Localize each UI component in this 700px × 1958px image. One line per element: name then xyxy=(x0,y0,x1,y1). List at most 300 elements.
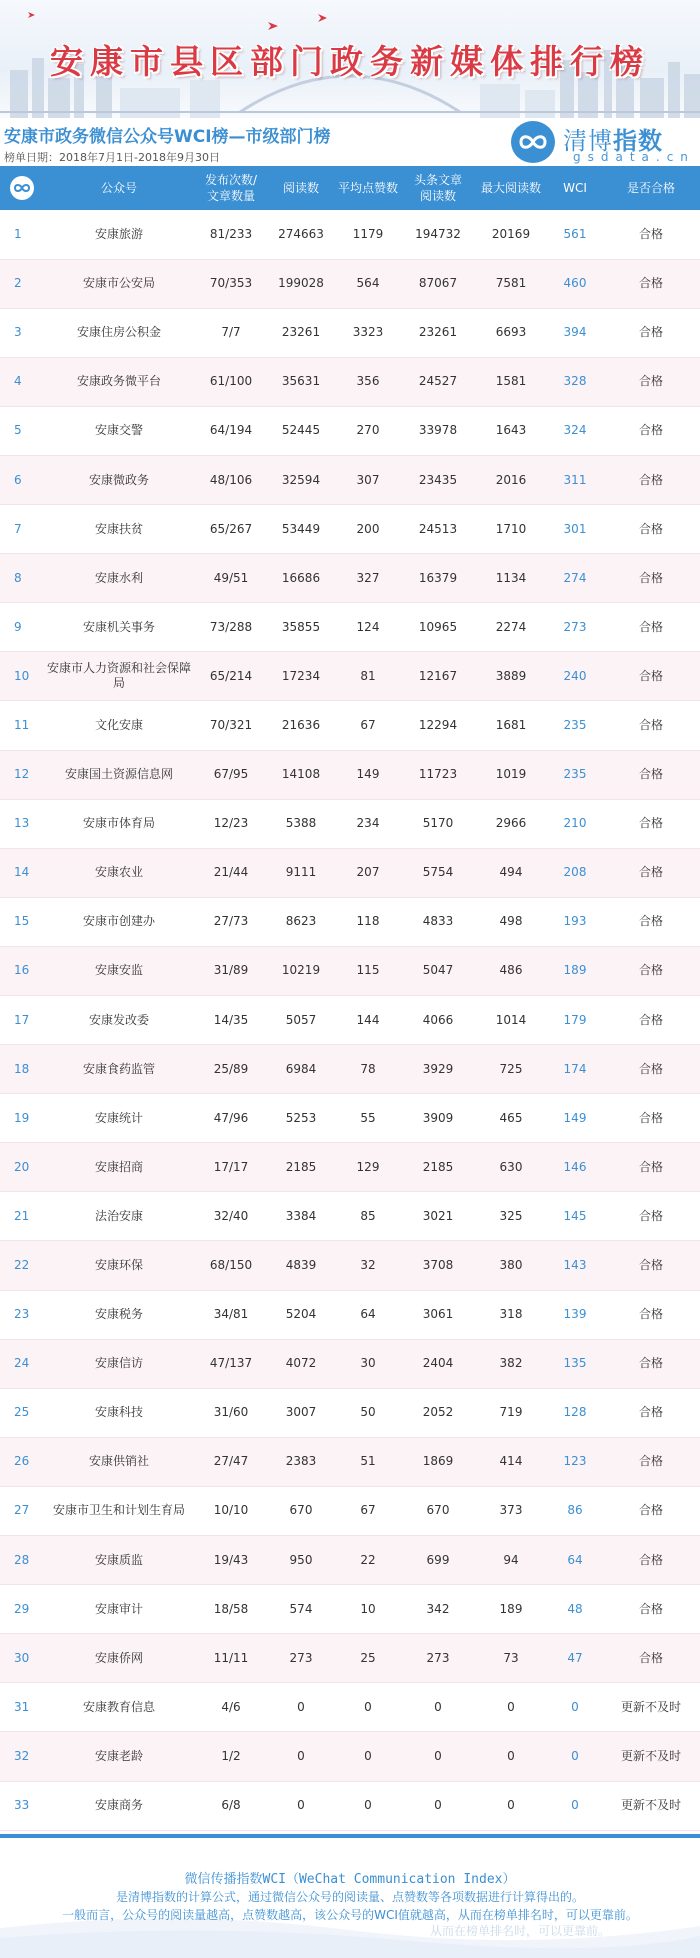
avg-likes-cell: 270 xyxy=(356,423,380,438)
qualified-cell: 更新不及时 xyxy=(620,1748,681,1763)
account-name-cell: 安康环保 xyxy=(94,1258,143,1273)
rank-cell: 5 xyxy=(14,423,22,438)
avg-likes-cell: 115 xyxy=(356,963,380,978)
qualified-cell: 合格 xyxy=(638,325,663,340)
avg-likes-cell: 307 xyxy=(356,472,380,487)
header-max-reads: 最大阅读数 xyxy=(480,181,541,195)
max-reads-cell: 2966 xyxy=(495,816,527,831)
max-reads-cell: 318 xyxy=(499,1307,523,1322)
avg-likes-cell: 55 xyxy=(360,1110,376,1125)
header-posts-line2: 文章数量 xyxy=(206,189,255,203)
qualified-cell: 合格 xyxy=(638,472,663,487)
max-reads-cell: 1014 xyxy=(495,1012,527,1027)
table-row xyxy=(0,1732,700,1781)
posts-cell: 17/17 xyxy=(213,1159,249,1174)
head-reads-cell: 12167 xyxy=(418,668,458,683)
wci-cell: 174 xyxy=(563,1061,587,1076)
wci-cell: 64 xyxy=(567,1552,583,1567)
head-reads-cell: 11723 xyxy=(418,767,458,782)
reads-cell: 35631 xyxy=(281,374,321,389)
reads-cell: 14108 xyxy=(281,767,321,782)
rank-cell: 19 xyxy=(14,1110,30,1125)
account-name-cell: 文化安康 xyxy=(94,717,143,732)
qualified-cell: 更新不及时 xyxy=(620,1798,681,1813)
account-name-cell: 安康老龄 xyxy=(94,1748,143,1763)
reads-cell: 4839 xyxy=(285,1258,317,1273)
brand-domain: gsdata.cn xyxy=(573,150,695,164)
rank-cell: 31 xyxy=(14,1699,30,1714)
head-reads-cell: 87067 xyxy=(418,276,458,291)
max-reads-cell: 725 xyxy=(499,1061,523,1076)
head-reads-cell: 33978 xyxy=(418,423,458,438)
posts-cell: 68/150 xyxy=(209,1258,253,1273)
ranking-table-wrapper xyxy=(0,166,700,1831)
header-banner xyxy=(0,0,700,118)
rank-cell: 6 xyxy=(14,472,22,487)
wci-cell: 143 xyxy=(563,1258,587,1273)
qualified-cell: 合格 xyxy=(638,914,663,929)
qualified-cell: 合格 xyxy=(638,1650,663,1665)
head-reads-cell: 342 xyxy=(426,1601,450,1616)
table-row xyxy=(0,1339,700,1388)
reads-cell: 574 xyxy=(289,1601,313,1616)
wci-cell: 128 xyxy=(563,1405,587,1420)
reads-cell: 273 xyxy=(289,1650,313,1665)
rank-cell: 16 xyxy=(14,963,30,978)
max-reads-cell: 719 xyxy=(499,1405,523,1420)
avg-likes-cell: 30 xyxy=(360,1356,376,1371)
footer-line1: 是清博指数的计算公式，通过微信公众号的阅读量、点赞数等各项数据进行计算得出的。 xyxy=(115,1890,584,1904)
header-posts-line1: 发布次数/ xyxy=(204,173,258,187)
max-reads-cell: 1643 xyxy=(495,423,527,438)
posts-cell: 47/96 xyxy=(213,1110,249,1125)
wci-cell: 274 xyxy=(563,570,587,585)
account-name-cell: 安康微政务 xyxy=(88,472,149,487)
qualified-cell: 合格 xyxy=(638,816,663,831)
account-name-cell: 安康水利 xyxy=(94,570,143,585)
wci-cell: 47 xyxy=(567,1650,583,1665)
wci-cell: 146 xyxy=(563,1159,587,1174)
avg-likes-cell: 207 xyxy=(356,865,380,880)
max-reads-cell: 2016 xyxy=(495,472,527,487)
reads-cell: 52445 xyxy=(281,423,321,438)
reads-cell: 3384 xyxy=(285,1208,317,1223)
account-name-cell: 安康食药监管 xyxy=(82,1061,155,1076)
max-reads-cell: 498 xyxy=(499,914,523,929)
header-head-line1: 头条文章 xyxy=(413,173,462,187)
date-range: 榜单日期：2018年7月1日-2018年9月30日 xyxy=(4,151,220,164)
account-name-cell: 安康国土资源信息网 xyxy=(64,767,173,782)
avg-likes-cell: 564 xyxy=(356,276,380,291)
posts-cell: 34/81 xyxy=(213,1307,249,1322)
header-posts xyxy=(194,166,268,210)
reads-cell: 199028 xyxy=(278,276,324,291)
rank-cell: 11 xyxy=(14,717,30,732)
table-row xyxy=(0,554,700,603)
reads-cell: 0 xyxy=(297,1798,305,1813)
table-row xyxy=(0,1192,700,1241)
posts-cell: 67/95 xyxy=(213,767,249,782)
account-name-cell: 安康安监 xyxy=(94,963,143,978)
account-name-cell: 安康质监 xyxy=(94,1552,143,1567)
wci-cell: 273 xyxy=(563,619,587,634)
posts-cell: 11/11 xyxy=(213,1650,249,1665)
account-name-cell: 安康教育信息 xyxy=(82,1699,155,1714)
header-account: 公众号 xyxy=(100,181,137,195)
table-row xyxy=(0,1634,700,1683)
reads-cell: 17234 xyxy=(281,668,321,683)
infinity-logo-icon xyxy=(9,175,35,201)
footer-watermark: 从而在榜单排名时，可以更靠前。 xyxy=(430,1924,611,1938)
qualified-cell: 合格 xyxy=(638,1601,663,1616)
reads-cell: 2383 xyxy=(285,1454,317,1469)
posts-cell: 48/106 xyxy=(209,472,253,487)
reads-cell: 53449 xyxy=(281,521,321,536)
posts-cell: 27/73 xyxy=(213,914,249,929)
qualified-cell: 合格 xyxy=(638,717,663,732)
head-reads-cell: 699 xyxy=(426,1552,450,1567)
qualified-cell: 合格 xyxy=(638,1454,663,1469)
account-name-cell: 安康市公安局 xyxy=(82,276,155,291)
wci-cell: 235 xyxy=(563,767,587,782)
avg-likes-cell: 129 xyxy=(356,1159,380,1174)
rank-cell: 2 xyxy=(14,276,22,291)
max-reads-cell: 1710 xyxy=(495,521,527,536)
rank-cell: 32 xyxy=(14,1748,30,1763)
account-name-cell: 安康审计 xyxy=(94,1601,143,1616)
head-reads-cell: 0 xyxy=(434,1699,442,1714)
rank-cell: 29 xyxy=(14,1601,30,1616)
head-reads-cell: 3708 xyxy=(422,1258,454,1273)
account-name-cell: 安康招商 xyxy=(94,1159,143,1174)
qingbo-index-logo xyxy=(511,121,697,163)
max-reads-cell: 189 xyxy=(499,1601,523,1616)
avg-likes-cell: 234 xyxy=(356,816,380,831)
wci-cell: 301 xyxy=(563,521,587,536)
rank-cell: 13 xyxy=(14,816,30,831)
reads-cell: 2185 xyxy=(285,1159,317,1174)
table-header-row xyxy=(0,166,700,210)
reads-cell: 950 xyxy=(289,1552,313,1567)
posts-cell: 7/7 xyxy=(221,325,241,340)
qualified-cell: 合格 xyxy=(638,521,663,536)
posts-cell: 65/267 xyxy=(209,521,253,536)
table-row xyxy=(0,1486,700,1535)
table-row xyxy=(0,210,700,259)
rank-cell: 33 xyxy=(14,1798,30,1813)
reads-cell: 9111 xyxy=(285,865,317,880)
head-reads-cell: 5170 xyxy=(422,816,454,831)
qualified-cell: 合格 xyxy=(638,865,663,880)
posts-cell: 49/51 xyxy=(213,570,249,585)
posts-cell: 19/43 xyxy=(213,1552,249,1567)
wci-cell: 561 xyxy=(563,226,587,241)
avg-likes-cell: 85 xyxy=(360,1208,376,1223)
footer-line2: 一般而言，公众号的阅读量越高，点赞数越高，该公众号的WCI值就越高，从而在榜单排名时，可以更靠前。 xyxy=(62,1908,638,1922)
qualified-cell: 合格 xyxy=(638,619,663,634)
max-reads-cell: 0 xyxy=(507,1798,515,1813)
max-reads-cell: 0 xyxy=(507,1748,515,1763)
table-row xyxy=(0,1536,700,1585)
avg-likes-cell: 149 xyxy=(356,767,380,782)
qualified-cell: 合格 xyxy=(638,1503,663,1518)
head-reads-cell: 16379 xyxy=(418,570,458,585)
qualified-cell: 合格 xyxy=(638,1159,663,1174)
max-reads-cell: 1134 xyxy=(495,570,527,585)
table-row xyxy=(0,1585,700,1634)
qualified-cell: 合格 xyxy=(638,767,663,782)
rank-cell: 14 xyxy=(14,865,30,880)
rank-cell: 8 xyxy=(14,570,22,585)
ranking-table xyxy=(0,166,700,1831)
max-reads-cell: 1581 xyxy=(495,374,527,389)
posts-cell: 31/89 xyxy=(213,963,249,978)
footer xyxy=(0,1838,700,1958)
table-row xyxy=(0,1241,700,1290)
table-row xyxy=(0,701,700,750)
posts-cell: 27/47 xyxy=(213,1454,249,1469)
posts-cell: 4/6 xyxy=(221,1699,241,1714)
qualified-cell: 合格 xyxy=(638,668,663,683)
head-reads-cell: 24513 xyxy=(418,521,458,536)
head-reads-cell: 1869 xyxy=(422,1454,454,1469)
wci-cell: 135 xyxy=(563,1356,587,1371)
reads-cell: 0 xyxy=(297,1748,305,1763)
reads-cell: 670 xyxy=(289,1503,313,1518)
footer-title: 微信传播指数WCI（WeChat Communication Index） xyxy=(184,1872,516,1887)
avg-likes-cell: 0 xyxy=(364,1798,372,1813)
wci-cell: 48 xyxy=(567,1601,583,1616)
account-name-cell: 安康市体育局 xyxy=(82,816,155,831)
rank-cell: 24 xyxy=(14,1356,30,1371)
avg-likes-cell: 118 xyxy=(356,914,380,929)
wci-cell: 324 xyxy=(563,423,587,438)
max-reads-cell: 73 xyxy=(503,1650,519,1665)
table-row xyxy=(0,848,700,897)
table-row xyxy=(0,1094,700,1143)
avg-likes-cell: 32 xyxy=(360,1258,376,1273)
head-reads-cell: 194732 xyxy=(415,226,461,241)
qualified-cell: 合格 xyxy=(638,1552,663,1567)
wci-cell: 235 xyxy=(563,717,587,732)
reads-cell: 5253 xyxy=(285,1110,317,1125)
report-subtitle: 安康市政务微信公众号WCI榜—市级部门榜 xyxy=(4,127,331,147)
max-reads-cell: 373 xyxy=(499,1503,523,1518)
account-name-cell: 安康市创建办 xyxy=(82,914,155,929)
head-reads-cell: 5754 xyxy=(422,865,454,880)
account-name-cell: 安康商务 xyxy=(94,1798,143,1813)
max-reads-cell: 1681 xyxy=(495,717,527,732)
banner-title: 安康市县区部门政务新媒体排行榜 xyxy=(50,42,650,81)
reads-cell: 3007 xyxy=(285,1405,317,1420)
reads-cell: 0 xyxy=(297,1699,305,1714)
qualified-cell: 合格 xyxy=(638,374,663,389)
table-row xyxy=(0,652,700,701)
qualified-cell: 合格 xyxy=(638,1208,663,1223)
rank-cell: 4 xyxy=(14,374,22,389)
rank-cell: 7 xyxy=(14,521,22,536)
account-name-cell: 安康发改委 xyxy=(88,1012,149,1027)
rank-cell: 23 xyxy=(14,1307,30,1322)
max-reads-cell: 465 xyxy=(499,1110,523,1125)
max-reads-cell: 486 xyxy=(499,963,523,978)
head-reads-cell: 2052 xyxy=(422,1405,454,1420)
avg-likes-cell: 25 xyxy=(360,1650,376,1665)
table-row xyxy=(0,406,700,455)
avg-likes-cell: 327 xyxy=(356,570,380,585)
max-reads-cell: 630 xyxy=(499,1159,523,1174)
head-reads-cell: 0 xyxy=(434,1748,442,1763)
wci-cell: 240 xyxy=(563,668,587,683)
table-row xyxy=(0,1290,700,1339)
max-reads-cell: 94 xyxy=(503,1552,519,1567)
rank-cell: 10 xyxy=(14,668,30,683)
table-row xyxy=(0,996,700,1045)
reads-cell: 5388 xyxy=(285,816,317,831)
qualified-cell: 合格 xyxy=(638,570,663,585)
account-name-cell: 安康旅游 xyxy=(94,226,143,241)
account-name-cell: 安康供销社 xyxy=(88,1454,149,1469)
posts-cell: 6/8 xyxy=(221,1798,241,1813)
head-reads-cell: 273 xyxy=(426,1650,450,1665)
avg-likes-cell: 64 xyxy=(360,1307,376,1322)
table-row xyxy=(0,1045,700,1094)
posts-cell: 70/321 xyxy=(209,717,253,732)
rank-cell: 22 xyxy=(14,1258,30,1273)
account-name-cell: 安康科技 xyxy=(94,1405,143,1420)
avg-likes-cell: 22 xyxy=(360,1552,376,1567)
account-name-cell: 安康侨网 xyxy=(94,1650,143,1665)
brand-name-part2: 指数 xyxy=(613,127,663,155)
wci-cell: 86 xyxy=(567,1503,583,1518)
head-reads-cell: 3061 xyxy=(422,1307,454,1322)
reads-cell: 21636 xyxy=(281,717,321,732)
head-reads-cell: 10965 xyxy=(418,619,458,634)
max-reads-cell: 2274 xyxy=(495,619,527,634)
posts-cell: 73/288 xyxy=(209,619,253,634)
posts-cell: 61/100 xyxy=(209,374,253,389)
qualified-cell: 合格 xyxy=(638,1307,663,1322)
table-row xyxy=(0,1437,700,1486)
wci-cell: 210 xyxy=(563,816,587,831)
wci-cell: 179 xyxy=(563,1012,587,1027)
head-reads-cell: 2404 xyxy=(422,1356,454,1371)
rank-cell: 18 xyxy=(14,1061,30,1076)
avg-likes-cell: 1179 xyxy=(352,226,384,241)
head-reads-cell: 0 xyxy=(434,1798,442,1813)
head-reads-cell: 12294 xyxy=(418,717,458,732)
qualified-cell: 合格 xyxy=(638,1258,663,1273)
head-reads-cell: 4833 xyxy=(422,914,454,929)
posts-cell: 12/23 xyxy=(213,816,249,831)
avg-likes-cell: 67 xyxy=(360,717,376,732)
brand-name-part1: 清博 xyxy=(563,127,613,155)
posts-cell: 47/137 xyxy=(209,1356,253,1371)
max-reads-cell: 6693 xyxy=(495,325,527,340)
reads-cell: 274663 xyxy=(278,226,324,241)
head-reads-cell: 3021 xyxy=(422,1208,454,1223)
wci-cell: 145 xyxy=(563,1208,587,1223)
avg-likes-cell: 78 xyxy=(360,1061,376,1076)
wci-cell: 123 xyxy=(563,1454,587,1469)
max-reads-cell: 494 xyxy=(499,865,523,880)
rank-cell: 20 xyxy=(14,1159,30,1174)
account-name-cell: 安康税务 xyxy=(94,1307,143,1322)
qualified-cell: 合格 xyxy=(638,963,663,978)
table-row xyxy=(0,1143,700,1192)
reads-cell: 23261 xyxy=(281,325,321,340)
wci-cell: 328 xyxy=(563,374,587,389)
reads-cell: 4072 xyxy=(285,1356,317,1371)
posts-cell: 10/10 xyxy=(213,1503,249,1518)
account-name-cell: 安康统计 xyxy=(94,1110,143,1125)
table-row xyxy=(0,308,700,357)
header-qualified: 是否合格 xyxy=(626,181,675,195)
rank-cell: 27 xyxy=(14,1503,30,1518)
rank-cell: 25 xyxy=(14,1405,30,1420)
rank-cell: 9 xyxy=(14,619,22,634)
account-name-cell: 安康市卫生和计划生育局 xyxy=(52,1503,185,1518)
account-name-cell: 安康政务微平台 xyxy=(76,374,161,389)
wci-cell: 193 xyxy=(563,914,587,929)
posts-cell: 64/194 xyxy=(209,423,253,438)
qualified-cell: 合格 xyxy=(638,1061,663,1076)
posts-cell: 21/44 xyxy=(213,865,249,880)
rank-cell: 26 xyxy=(14,1454,30,1469)
rank-cell: 28 xyxy=(14,1552,30,1567)
avg-likes-cell: 67 xyxy=(360,1503,376,1518)
avg-likes-cell: 200 xyxy=(356,521,380,536)
wci-cell: 394 xyxy=(563,325,587,340)
max-reads-cell: 414 xyxy=(499,1454,523,1469)
rank-cell: 3 xyxy=(14,325,22,340)
reads-cell: 35855 xyxy=(281,619,321,634)
posts-cell: 18/58 xyxy=(213,1601,249,1616)
posts-cell: 81/233 xyxy=(209,226,253,241)
rank-cell: 1 xyxy=(14,226,22,241)
max-reads-cell: 20169 xyxy=(491,226,531,241)
head-reads-cell: 670 xyxy=(426,1503,450,1518)
max-reads-cell: 7581 xyxy=(495,276,527,291)
reads-cell: 8623 xyxy=(285,914,317,929)
posts-cell: 14/35 xyxy=(213,1012,249,1027)
wci-cell: 0 xyxy=(571,1798,579,1813)
max-reads-cell: 325 xyxy=(499,1208,523,1223)
account-name-cell: 安康扶贫 xyxy=(94,521,143,536)
table-row xyxy=(0,897,700,946)
qualified-cell: 合格 xyxy=(638,1012,663,1027)
qualified-cell: 合格 xyxy=(638,1110,663,1125)
wci-cell: 0 xyxy=(571,1748,579,1763)
wci-cell: 208 xyxy=(563,865,587,880)
account-name-cell: 安康交警 xyxy=(94,423,143,438)
avg-likes-cell: 50 xyxy=(360,1405,376,1420)
wci-cell: 0 xyxy=(571,1699,579,1714)
posts-cell: 32/40 xyxy=(213,1208,249,1223)
head-reads-cell: 23261 xyxy=(418,325,458,340)
reads-cell: 16686 xyxy=(281,570,321,585)
avg-likes-cell: 356 xyxy=(356,374,380,389)
head-reads-cell: 2185 xyxy=(422,1159,454,1174)
rank-cell: 30 xyxy=(14,1650,30,1665)
account-name-cell: 安康农业 xyxy=(94,865,143,880)
avg-likes-cell: 0 xyxy=(364,1699,372,1714)
max-reads-cell: 382 xyxy=(499,1356,523,1371)
qualified-cell: 合格 xyxy=(638,1356,663,1371)
table-row xyxy=(0,750,700,799)
table-row xyxy=(0,357,700,406)
wci-cell: 139 xyxy=(563,1307,587,1322)
